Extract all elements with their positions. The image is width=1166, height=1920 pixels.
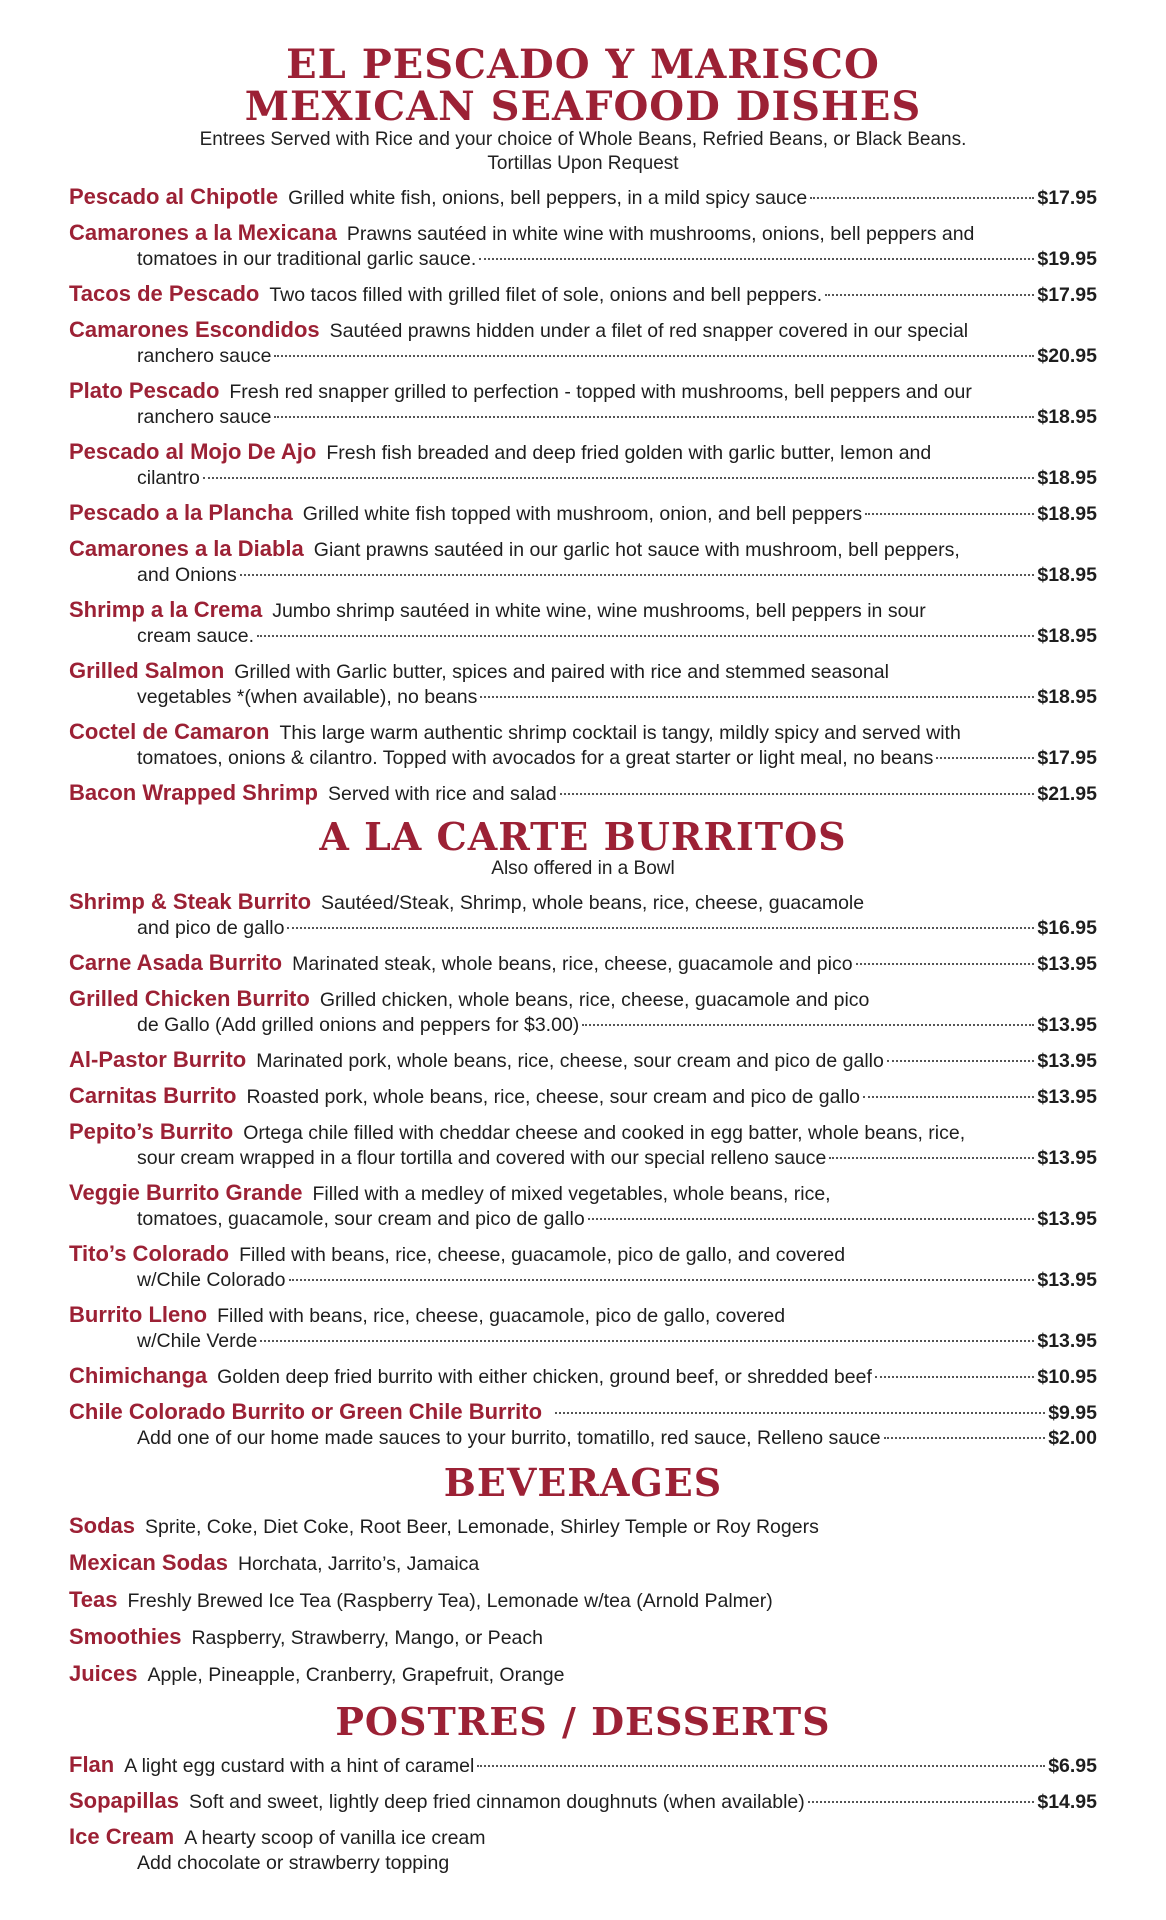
menu-item-line (69, 317, 1097, 344)
menu-item-name: Flan (69, 1751, 115, 1777)
menu-item-name: Grilled Chicken Burrito (69, 985, 310, 1011)
menu-item-description: Sautéed prawns hidden under a filet of red snapper covered in our special (329, 320, 969, 342)
seafood-subtitle-line1: Entrees Served with Rice and your choice of Whole Beans, Refried Beans, or Black Beans. (199, 129, 967, 150)
dot-leader (856, 963, 1035, 965)
menu-item-price: $10.95 (1037, 1365, 1097, 1388)
menu-item-description: and pico de gallo (137, 916, 285, 939)
menu-item-name: Chimichanga (69, 1362, 208, 1388)
sauce-addon-price: $2.00 (1048, 1426, 1097, 1449)
beverage-description: Raspberry, Strawberry, Mango, or Peach (191, 1626, 543, 1649)
menu-item-name: Coctel de Camaron (69, 719, 270, 744)
menu-item-line (69, 220, 1097, 247)
menu-item-name: Pescado a la Plancha (69, 500, 293, 525)
menu-item-name: Shrimp & Steak Burrito (69, 888, 312, 914)
burritos-title: A LA CARTE BURRITOS (319, 814, 847, 859)
menu-item (69, 658, 1097, 710)
seafood-subtitle (69, 128, 1097, 176)
menu-item-description: Fresh fish breaded and deep fried golden with garlic butter, lemon and (326, 442, 932, 464)
beverage-item (69, 1661, 1097, 1688)
menu-item-description: Roasted pork, whole beans, rice, cheese, sour cream and pico de gallo (246, 1085, 861, 1108)
beverage-description: Apple, Pineapple, Cranberry, Grapefruit, Orange (147, 1663, 565, 1686)
menu-item-line (69, 1329, 1097, 1354)
menu-item-name: Pescado al Chipotle (69, 184, 279, 209)
menu-item-price: $20.95 (1037, 345, 1097, 367)
menu-item (69, 500, 1097, 527)
menu-item-price: $16.95 (1037, 916, 1097, 939)
menu-item-line (69, 1241, 1097, 1268)
sauce-addon-line (69, 1426, 1097, 1451)
beverage-description: Horchata, Jarrito’s, Jamaica (237, 1552, 480, 1575)
menu-item-price: $18.95 (1037, 625, 1097, 647)
menu-item-name: Camarones a la Diabla (69, 536, 304, 561)
menu-item-description: tomatoes in our traditional garlic sauce. (137, 248, 477, 270)
menu-item-description: Filled with a medley of mixed vegetables, whole beans, rice, (312, 1182, 831, 1205)
menu-item-line (69, 405, 1097, 430)
dot-leader (274, 416, 1034, 418)
dot-leader (825, 294, 1034, 296)
seafood-title-line2: MEXICAN SEAFOOD DISHES (244, 83, 922, 130)
menu-item-line (69, 1302, 1097, 1329)
menu-item-description: Sautéed/Steak, Shrimp, whole beans, rice, cheese, guacamole (321, 891, 865, 914)
beverage-line (69, 1513, 1097, 1540)
menu-item-line (69, 344, 1097, 369)
beverages-title: BEVERAGES (443, 1459, 723, 1505)
menu-item-price: $13.95 (1037, 1146, 1097, 1169)
menu-item (69, 1241, 1097, 1293)
menu-item-name: Camarones Escondidos (69, 317, 320, 342)
menu-item-line (69, 916, 1097, 941)
menu-item-description: cilantro (137, 467, 200, 489)
menu-item-name: Tacos de Pescado (69, 281, 260, 306)
menu-item-line (69, 466, 1097, 491)
menu-item-name: Carne Asada Burrito (69, 949, 283, 975)
menu-item-name: Tito’s Colorado (69, 1240, 230, 1266)
dot-leader (588, 1218, 1035, 1220)
menu-item-description: Giant prawns sautéed in our garlic hot sauce with mushroom, bell peppers, (313, 539, 960, 561)
menu-item-price: $18.95 (1037, 503, 1097, 525)
menu-item-price: $19.95 (1037, 248, 1097, 270)
dot-leader (555, 1412, 1045, 1414)
menu-item-line (69, 1207, 1097, 1232)
menu-item-description: and Onions (137, 564, 237, 586)
menu-item-line (69, 1788, 1097, 1815)
menu-item-description: de Gallo (Add grilled onions and peppers for $3.00) (137, 1013, 580, 1036)
menu-item-description: Add chocolate or strawberry topping (137, 1851, 450, 1874)
menu-item-line (69, 1180, 1097, 1207)
beverage-item (69, 1513, 1097, 1540)
menu-item (69, 1363, 1097, 1390)
dot-leader (203, 477, 1034, 479)
menu-item-line (69, 1399, 1097, 1426)
menu-item-line (69, 439, 1097, 466)
beverage-name: Smoothies (69, 1623, 182, 1649)
desserts-title: POSTRES / DESSERTS (335, 1698, 831, 1744)
dot-leader (560, 793, 1035, 795)
menu-item-description: A hearty scoop of vanilla ice cream (184, 1826, 486, 1849)
beverage-item (69, 1624, 1097, 1651)
menu-item (69, 1399, 1097, 1451)
menu-item-description: Grilled chicken, whole beans, rice, cheese, guacamole and pico (319, 988, 870, 1011)
menu-item-price: $18.95 (1037, 406, 1097, 428)
menu-item-line (69, 281, 1097, 308)
seafood-title-line1: EL PESCADO Y MARISCO (286, 41, 880, 88)
menu-item-price: $13.95 (1037, 1085, 1097, 1108)
menu-item-price: $13.95 (1037, 1329, 1097, 1352)
menu-item-description: cream sauce. (137, 625, 255, 647)
menu-item-name: Plato Pescado (69, 378, 220, 403)
menu-item-description: ranchero sauce (137, 406, 272, 428)
menu-item-name: Burrito Lleno (69, 1301, 208, 1327)
beverages-list (69, 1513, 1097, 1688)
menu-item (69, 950, 1097, 977)
menu-item-line (69, 500, 1097, 527)
menu-item-line (69, 378, 1097, 405)
dot-leader (863, 1096, 1034, 1098)
menu-item-line (69, 1083, 1097, 1110)
menu-item-description: w/Chile Colorado (137, 1268, 286, 1291)
menu-item-name: Pescado al Mojo De Ajo (69, 439, 317, 464)
menu-item-line (69, 184, 1097, 211)
menu-item-description: Grilled white fish, onions, bell peppers, in a mild spicy sauce (288, 187, 808, 209)
menu-item-line (69, 685, 1097, 710)
menu-item-line (69, 719, 1097, 746)
menu-item-name: Shrimp a la Crema (69, 597, 263, 622)
menu-item (69, 1752, 1097, 1779)
menu-item-description: Grilled with Garlic butter, spices and paired with rice and stemmed seasonal (234, 661, 889, 683)
menu-item-description: tomatoes, guacamole, sour cream and pico de gallo (137, 1207, 585, 1230)
menu-item-line (69, 986, 1097, 1013)
dot-leader (884, 1437, 1046, 1439)
menu-item-line (69, 1119, 1097, 1146)
menu-item-price: $13.95 (1037, 1013, 1097, 1036)
menu-item-price: $13.95 (1037, 952, 1097, 975)
dot-leader (875, 1376, 1034, 1378)
menu-item-description: sour cream wrapped in a flour tortilla and covered with our special relleno sauce (137, 1146, 827, 1169)
dot-leader (287, 927, 1034, 929)
menu-item-name: Al-Pastor Burrito (69, 1046, 247, 1072)
beverage-line (69, 1624, 1097, 1651)
menu-item-description: Soft and sweet, lightly deep fried cinnamon doughnuts (when available) (189, 1790, 805, 1813)
dot-leader (240, 574, 1035, 576)
menu-item-price: $14.95 (1037, 1790, 1097, 1813)
menu-item-description: Ortega chile filled with cheddar cheese and cooked in egg batter, whole beans, rice, (243, 1121, 966, 1144)
menu-item (69, 1180, 1097, 1232)
dot-leader (274, 355, 1034, 357)
menu-item-description: ranchero sauce (137, 345, 272, 367)
beverage-name: Sodas (69, 1512, 136, 1538)
menu-item-name: Grilled Salmon (69, 658, 225, 683)
menu-item-line (69, 563, 1097, 588)
menu-item (69, 439, 1097, 491)
menu-item (69, 1302, 1097, 1354)
menu-item-name: Carnitas Burrito (69, 1082, 237, 1108)
beverage-item (69, 1587, 1097, 1614)
dot-leader (479, 258, 1034, 260)
menu-item (69, 536, 1097, 588)
burritos-list (69, 889, 1097, 1451)
menu-item-description: Golden deep fried burrito with either chicken, ground beef, or shredded beef (217, 1365, 872, 1388)
menu-item-description: Fresh red snapper grilled to perfection - topped with mushrooms, bell peppers and our (229, 381, 972, 403)
menu-item-price: $17.95 (1037, 187, 1097, 209)
dot-leader (829, 1157, 1034, 1159)
menu-item-line (69, 1851, 1097, 1876)
menu-item-description: Two tacos filled with grilled filet of sole, onions and bell peppers. (269, 284, 823, 306)
menu-item-description: Marinated steak, whole beans, rice, cheese, guacamole and pico (292, 952, 853, 975)
menu-item (69, 378, 1097, 430)
seafood-list (69, 184, 1097, 807)
menu-item-price: $6.95 (1048, 1754, 1097, 1777)
menu-item (69, 1083, 1097, 1110)
menu-item-name: Pepito’s Burrito (69, 1118, 234, 1144)
menu-item (69, 986, 1097, 1038)
menu-item (69, 1824, 1097, 1876)
menu-item-price: $17.95 (1037, 747, 1097, 769)
menu-item-line (69, 624, 1097, 649)
menu-item-description: A light egg custard with a hint of caramel (124, 1754, 475, 1777)
menu-item-line (69, 950, 1097, 977)
menu-item (69, 1119, 1097, 1171)
menu-item (69, 184, 1097, 211)
menu-item-line (69, 1363, 1097, 1390)
dot-leader (808, 1801, 1035, 1803)
dot-leader (865, 513, 1034, 515)
menu-item-name: Chile Colorado Burrito or Green Chile Burrito (69, 1398, 543, 1424)
dot-leader (289, 1279, 1035, 1281)
menu-item (69, 220, 1097, 272)
menu-item-description: This large warm authentic shrimp cocktail is tangy, mildly spicy and served with (279, 722, 961, 744)
menu-item-price: $13.95 (1037, 1268, 1097, 1291)
dot-leader (477, 1765, 1045, 1767)
menu-item-price: $18.95 (1037, 467, 1097, 489)
menu-item-line (69, 1146, 1097, 1171)
menu-item (69, 889, 1097, 941)
dot-leader (582, 1024, 1034, 1026)
menu-item-description: Jumbo shrimp sautéed in white wine, wine mushrooms, bell peppers in sour (272, 600, 926, 622)
beverage-name: Juices (69, 1660, 138, 1686)
menu-item-name: Veggie Burrito Grande (69, 1179, 303, 1205)
menu-item-line (69, 658, 1097, 685)
beverage-description: Sprite, Coke, Diet Coke, Root Beer, Lemonade, Shirley Temple or Roy Rogers (145, 1515, 819, 1538)
menu-item-line (69, 746, 1097, 771)
menu-item-price: $13.95 (1037, 1207, 1097, 1230)
menu-item-price: $18.95 (1037, 564, 1097, 586)
beverage-line (69, 1550, 1097, 1577)
dot-leader (260, 1340, 1034, 1342)
beverage-item (69, 1550, 1097, 1577)
menu-item-name: Camarones a la Mexicana (69, 220, 337, 245)
menu-item (69, 281, 1097, 308)
menu-item-name: Ice Cream (69, 1823, 175, 1849)
menu-item-description: w/Chile Verde (137, 1329, 258, 1352)
dot-leader (257, 635, 1034, 637)
menu-item-description: vegetables *(when available), no beans (137, 686, 478, 708)
sauce-addon-text: Add one of our home made sauces to your burrito, tomatillo, red sauce, Relleno sauce (137, 1426, 881, 1449)
menu-item-description: Marinated pork, whole beans, rice, cheese, sour cream and pico de gallo (256, 1049, 884, 1072)
menu-item-line (69, 247, 1097, 272)
menu-item-price: $13.95 (1037, 1049, 1097, 1072)
menu-item-description: Filled with beans, rice, cheese, guacamole, pico de gallo, covered (217, 1304, 786, 1327)
menu-item-description: Filled with beans, rice, cheese, guacamole, pico de gallo, and covered (239, 1243, 846, 1266)
menu-item-description: Grilled white fish topped with mushroom, onion, and bell peppers (302, 503, 863, 525)
dot-leader (480, 696, 1034, 698)
desserts-list (69, 1752, 1097, 1876)
menu-item-name: Sopapillas (69, 1787, 180, 1813)
dot-leader (887, 1060, 1034, 1062)
beverage-description: Freshly Brewed Ice Tea (Raspberry Tea), Lemonade w/tea (Arnold Palmer) (127, 1589, 773, 1612)
menu-item-description: Served with rice and salad (327, 783, 557, 805)
menu-item-price: $21.95 (1037, 783, 1097, 805)
menu-item-line (69, 597, 1097, 624)
seafood-subtitle-line2: Tortillas Upon Request (487, 153, 679, 174)
menu-item (69, 597, 1097, 649)
menu-item-line (69, 1752, 1097, 1779)
menu-item (69, 780, 1097, 807)
menu-item-line (69, 1013, 1097, 1038)
beverage-line (69, 1661, 1097, 1688)
menu-item (69, 1788, 1097, 1815)
beverage-line (69, 1587, 1097, 1614)
menu-item (69, 719, 1097, 771)
menu-item-line (69, 536, 1097, 563)
menu-item-line (69, 1047, 1097, 1074)
menu-item-name: Bacon Wrapped Shrimp (69, 780, 318, 805)
burritos-subtitle: Also offered in a Bowl (491, 857, 675, 879)
menu-item-price: $18.95 (1037, 686, 1097, 708)
menu-item (69, 1047, 1097, 1074)
beverage-name: Teas (69, 1586, 118, 1612)
menu-item-line (69, 780, 1097, 807)
menu-item-line (69, 1268, 1097, 1293)
dot-leader (936, 757, 1034, 759)
menu-item (69, 317, 1097, 369)
seafood-title (69, 41, 1097, 130)
menu-item-price: $9.95 (1048, 1401, 1097, 1424)
menu-item-description: tomatoes, onions & cilantro. Topped with avocados for a great starter or light meal, no beans (137, 747, 934, 769)
beverage-name: Mexican Sodas (69, 1549, 228, 1575)
menu-item-description: Prawns sautéed in white wine with mushrooms, onions, bell peppers and (346, 223, 975, 245)
menu-item-line (69, 1824, 1097, 1851)
menu-item-line (69, 889, 1097, 916)
menu-item-price: $17.95 (1037, 284, 1097, 306)
dot-leader (810, 197, 1034, 199)
